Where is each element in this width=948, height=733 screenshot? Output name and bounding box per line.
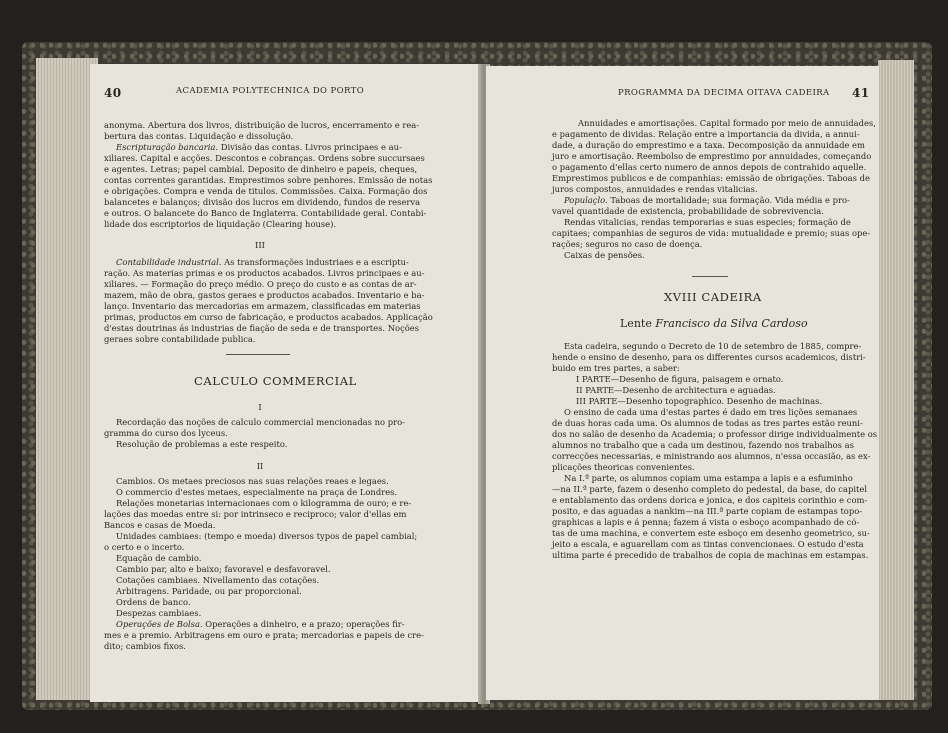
text-line: Na I.ª parte, os alumnos copiam uma estampa a lapis e a esfuminho (564, 473, 853, 483)
text-line: balancetes e balanços; divisão dos lucros em dividendo, fundos de reserva (104, 197, 421, 207)
text-line: mes e a premio. Arbitragens em ouro e prata; mercadorias e papeis de cre- (104, 630, 424, 640)
page-number: 41 (852, 86, 870, 100)
text-line: Unidades cambiaes: (tempo e moeda) diversos typos de papel cambial; (116, 531, 418, 541)
text-line: o certo e o incerto. (104, 542, 185, 552)
text-line: e entablamento das ordens dorica e jonica, e dos capiteis corinthio e com- (552, 495, 868, 505)
roman-heading: II (256, 461, 264, 471)
text-line: buido em tres partes, a saber: (552, 363, 680, 373)
text-line: Ordens de banco. (116, 597, 191, 607)
text-line: Esta cadeira, segundo o Decreto de 10 de setembro de 1885, compre- (564, 341, 862, 351)
text-line: lações das moedas entre si: por intrinseco e reciproco; valor d'ellas em (104, 509, 407, 519)
page-number: 40 (104, 86, 122, 100)
text-line: hende o ensino de desenho, para os differentes cursos academicos, distri- (552, 352, 866, 362)
text-run: As transformações industriaes e a escriptu- (221, 257, 409, 267)
text-line: graphicas a lapis e á penna; fazem á vista o esboço acompanhado de có- (552, 517, 860, 527)
roman-heading: I (258, 402, 262, 412)
section-title: CALCULO COMMERCIAL (194, 374, 357, 388)
italic-lead: Populaçlo. (564, 195, 608, 205)
italic-lead: Escripturação bancaria. (116, 142, 219, 152)
text-line: Recordação das noções de calculo commercial mencionadas no pro- (116, 417, 405, 427)
text-run: Operações a dinheiro, e a prazo; operações fir- (202, 619, 405, 629)
text-line: III PARTE—Desenho topographico. Desenho de machinas. (576, 396, 823, 406)
text-line: tas de uma machina, e convertem este esboço em desenho geometrico, su- (552, 528, 870, 538)
text-line: juro e amortisação. Reembolso de emprestimo por annuidades, começando (552, 151, 872, 161)
text-line: e outros. O balancete do Banco de Inglaterra. Contabilidade geral. Contabi- (104, 208, 427, 218)
text-line: ultima parte é precedido de trabalhos de copia de machinas em estampas. (552, 550, 869, 560)
text-line: Equação de cambio. (116, 553, 202, 563)
text-line: primas, productos em curso de fabricação, e productos acabados. Applicação (104, 312, 433, 322)
text-line: mazem, mão de obra, gastos geraes e productos acabados. Inventario e ba- (104, 290, 425, 300)
text-line: d'estas doutrinas ás industrias de fiação de seda e de transportes. Noções (104, 323, 420, 333)
italic-lead: Operações de Bolsa. (116, 619, 203, 629)
text-line: jeito a escala, e aguarellam com as tintas convencionaes. O estudo d'esta (552, 539, 864, 549)
page-edges-right (878, 60, 914, 700)
text-line: Despezas cambiaes. (116, 608, 202, 618)
text-line: Rendas vitalicias, rendas temporarias e suas especies; formação de (564, 217, 851, 227)
text-line: Relações monetarias internacionaes com o kilogramma de ouro; e re- (116, 498, 412, 508)
text-line: ração. As materias primas e os productos acabados. Livros principaes e au- (104, 268, 425, 278)
left-page (90, 64, 482, 702)
text-line: xiliares. — Formação do preço médio. O preço do custo e as contas de ar- (104, 279, 417, 289)
page-edges-left (36, 58, 98, 700)
right-page (486, 66, 879, 700)
text-line: e pagamento de dividas. Relação entre a importancia da divida, a annui- (552, 129, 860, 139)
divider (226, 354, 290, 355)
text-line: dos no salão de desenho da Academia; o professor dirige individualmente os (552, 429, 878, 439)
text-line: lanço. Inventario das mercadorias em armazem, classificadas em materias (104, 301, 421, 311)
text-line: capitaes; companhias de seguros de vida: mutualidade e premio; suas ope- (552, 228, 871, 238)
text-line: e obrigações. Compra e venda de titulos. Commissões. Caixa. Formação dos (104, 186, 428, 196)
text-line: Emprestimos publicos e de companhias: emissão de obrigações. Taboas de (552, 173, 870, 183)
roman-heading: III (255, 240, 265, 250)
text-line: I PARTE—Desenho de figura, paisagem e ornato. (576, 374, 784, 384)
section-title: XVIII CADEIRA (664, 290, 762, 304)
text-line: dade, a duração do emprestimo e a taxa. Decomposição da annuidade em (552, 140, 865, 150)
lecturer-line (620, 318, 808, 329)
lecturer-prefix: Lente (620, 317, 656, 330)
text-line: anonyma. Abertura dos livros, distribuição de lucros, encerramento e rea- (104, 120, 420, 130)
running-head: ACADEMIA POLYTECHNICA DO PORTO (176, 86, 365, 96)
text-run: Divisão das contas. Livros principaes e au- (218, 142, 402, 152)
text-line: o pagamento d'ellas certo numero de annos depois de contrahido aquelle. (552, 162, 867, 172)
text-line: rações; seguros no caso de doença. (552, 239, 703, 249)
text-line: dito; cambios fixos. (104, 641, 186, 651)
text-line: O ensino de cada uma d'estas partes é dado em tres lições semanaes (564, 407, 858, 417)
text-line: Caixas de pensões. (564, 250, 645, 260)
text-run: Taboas de mortalidade; sua formação. Vida média e pro- (607, 195, 850, 205)
text-line: posito, e das aguadas a nankim—na III.ª parte copiam de estampas topo- (552, 506, 863, 516)
text-line: Cambio par, alto e baixo; favoravel e desfavoravel. (116, 564, 331, 574)
text-line: plicações theoricas convenientes. (552, 462, 695, 472)
text-line: II PARTE—Desenho de architectura e aguadas. (576, 385, 776, 395)
text-line (116, 619, 405, 630)
text-line: Bancos e casas de Moeda. (104, 520, 216, 530)
text-line: contas correntes garantidas. Emprestimos sobre penhores. Emissão de notas (104, 175, 433, 185)
running-head: PROGRAMMA DA DECIMA OITAVA CADEIRA (618, 88, 830, 98)
text-line: Resolução de problemas a este respeito. (116, 439, 288, 449)
italic-lead: Contabilidade industrial. (116, 257, 222, 267)
lecturer-name: Francisco da Silva Cardoso (655, 317, 808, 330)
text-line: alumnos no trabalho que a cada um destinou, fazendo nos trabalhos as (552, 440, 854, 450)
text-line: Cotações cambiaes. Nivellamento das cotações. (116, 575, 320, 585)
text-line: O commercio d'estes metaes, especialmente na praça de Londres. (116, 487, 398, 497)
text-line: Cambios. Os metaes preciosos nas suas relações reaes e legaes. (116, 476, 389, 486)
text-line: lidade dos escriptorios de liquidação (Clearing house). (104, 219, 337, 229)
divider (692, 276, 728, 277)
text-line: bertura das contas. Liquidação e dissolução. (104, 131, 294, 141)
text-line (564, 195, 850, 206)
text-line: de duas horas cada uma. Os alumnos de todas as tres partes estão reuni- (552, 418, 863, 428)
text-line (116, 142, 402, 153)
text-line: Arbitragens. Paridade, ou par proporcional. (116, 586, 302, 596)
text-line (116, 257, 409, 268)
text-line: xiliares. Capital e acções. Descontos e cobranças. Ordens sobre succursaes (104, 153, 425, 163)
text-line: e agentes. Letras; papel cambial. Deposito de dinheiro e papeis, cheques, (104, 164, 418, 174)
text-line: juros compostos, annuidades e rendas vitalicias. (552, 184, 758, 194)
text-line: gramma do curso dos lyceus. (104, 428, 228, 438)
text-line: vavel quantidade de existencia, probabilidade de sobrevivencia. (552, 206, 824, 216)
text-line: geraes sobre contabilidade publica. (104, 334, 256, 344)
text-line: Annuidades e amortisações. Capital formado por meio de annuidades, (578, 118, 876, 128)
text-line: correcções necessarias, e ministrando aos alumnos, n'essa occasião, as ex- (552, 451, 871, 461)
text-line: —na II.ª parte, fazem o desenho completo do pedestal, da base, do capitel (552, 484, 868, 494)
